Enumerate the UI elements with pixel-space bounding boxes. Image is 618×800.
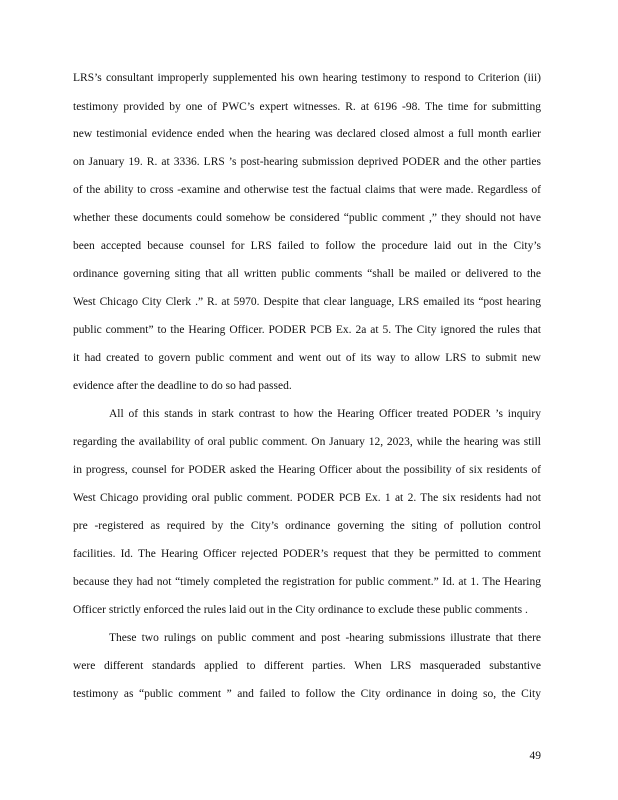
body-text-line: public comment” to the Hearing Officer. PODER PCB Ex. 2a at 5. The City ignored the rules that	[73, 324, 541, 336]
body-text-line: testimony provided by one of PWC’s expert witnesses. R. at 6196 -98. The time for submitting	[73, 101, 541, 113]
body-text-line: ordinance governing siting that all written public comments “shall be mailed or delivered to the	[73, 268, 541, 280]
body-text-line: All of this stands in stark contrast to how the Hearing Officer treated PODER ’s inquiry	[109, 408, 541, 420]
body-text-line: new testimonial evidence ended when the hearing was declared closed almost a full month earlier	[73, 128, 541, 140]
body-text-line: it had created to govern public comment and went out of its way to allow LRS to submit new	[73, 352, 541, 364]
body-text-line: These two rulings on public comment and post -hearing submissions illustrate that there	[109, 632, 541, 644]
body-text-line: because they had not “timely completed the registration for public comment.” Id. at 1. The Hearing	[73, 576, 541, 588]
body-text-line: West Chicago City Clerk .” R. at 5970. Despite that clear language, LRS emailed its “post hearing	[73, 296, 541, 308]
body-text-line: were different standards applied to different parties. When LRS masqueraded substantive	[73, 660, 541, 672]
body-text-line: West Chicago providing oral public comment. PODER PCB Ex. 1 at 2. The six residents had not	[73, 492, 541, 504]
body-text-line: regarding the availability of oral public comment. On January 12, 2023, while the hearing was still	[73, 436, 541, 448]
body-text-line: facilities. Id. The Hearing Officer rejected PODER’s request that they be permitted to comment	[73, 548, 541, 560]
body-text-line: on January 19. R. at 3336. LRS ’s post-hearing submission deprived PODER and the other parties	[73, 156, 541, 168]
body-text-line: pre -registered as required by the City’s ordinance governing the siting of pollution control	[73, 520, 541, 532]
page-number: 49	[529, 750, 541, 762]
body-text-line: of the ability to cross -examine and otherwise test the factual claims that were made. Regardless of	[73, 184, 541, 196]
body-text-line: LRS’s consultant improperly supplemented his own hearing testimony to respond to Criterion (iii)	[73, 72, 541, 84]
body-text-line: whether these documents could somehow be considered “public comment ,” they should not have	[73, 212, 541, 224]
body-text-line: testimony as “public comment ” and failed to follow the City ordinance in doing so, the City	[73, 688, 541, 700]
body-text-line: in progress, counsel for PODER asked the Hearing Officer about the possibility of six residents of	[73, 464, 541, 476]
body-text-line: Officer strictly enforced the rules laid out in the City ordinance to exclude these public comments .	[73, 604, 528, 616]
body-text-line: been accepted because counsel for LRS failed to follow the procedure laid out in the City’s	[73, 240, 541, 252]
body-text-line: evidence after the deadline to do so had passed.	[73, 380, 292, 392]
